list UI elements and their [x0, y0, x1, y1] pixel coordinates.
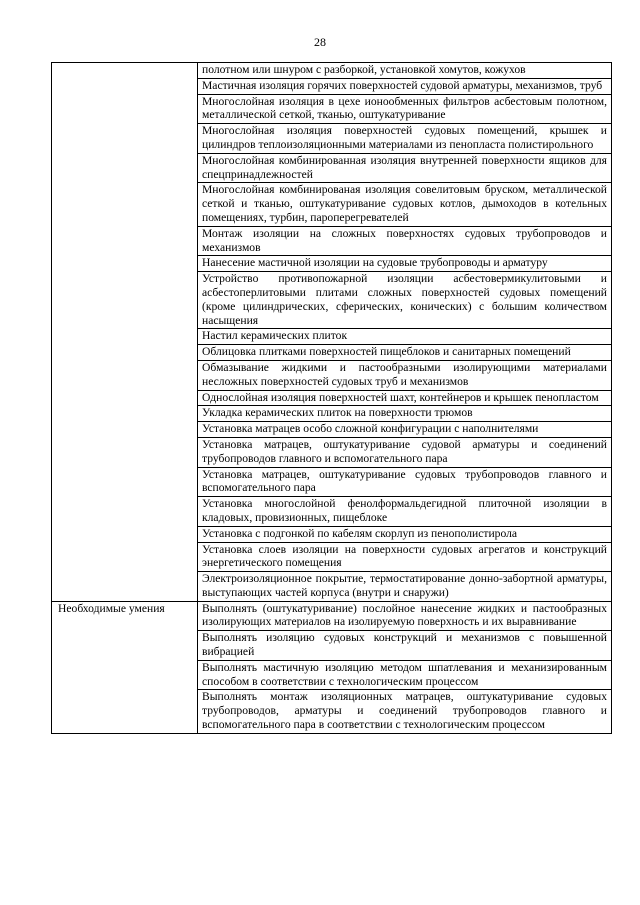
table-cell: Многослойная комбинированая изоляция совелитовым бруском, металлической сеткой и тканью, оштукатуривание судовых котлов, дымоходов в котельных помещениях, турбин, пароперегревателей — [198, 183, 612, 226]
table-cell: Многослойная изоляция поверхностей судовых помещений, крышек и цилиндров теплоизоляционными материалами из пенопласта полистирольного — [198, 124, 612, 154]
table-cell: Настил керамических плиток — [198, 329, 612, 345]
table-cell: Установка матрацев, оштукатуривание судовой арматуры и соединений трубопроводов главного и вспомогательного пара — [198, 437, 612, 467]
table-cell: Нанесение мастичной изоляции на судовые трубопроводы и арматуру — [198, 256, 612, 272]
table-cell: Выполнять (оштукатуривание) послойное нанесение жидких и пастообразных изолирующих материалов на изолируемую поверхность и их выравнивание — [198, 601, 612, 631]
table-cell: Установка слоев изоляции на поверхности судовых агрегатов и конструкций энергетического помещения — [198, 542, 612, 572]
table-cell: Укладка керамических плиток на поверхности трюмов — [198, 406, 612, 422]
row-label — [52, 63, 198, 602]
table-cell: Установка матрацев, оштукатуривание судовых трубопроводов главного и вспомогательного пара — [198, 467, 612, 497]
table-cell: Выполнять мастичную изоляцию методом шпатлевания и механизированным способом в соответствии с технологическим процессом — [198, 660, 612, 690]
table-cell: Установка матрацев особо сложной конфигурации с наполнителями — [198, 422, 612, 438]
table-cell: Облицовка плитками поверхностей пищеблоков и санитарных помещений — [198, 345, 612, 361]
table-cell: Электроизоляционное покрытие, термостатирование донно-забортной арматуры, выступающих частей корпуса (внутри и снаружи) — [198, 572, 612, 602]
table-cell: Многослойная изоляция в цехе ионообменных фильтров асбестовым полотном, металлической сеткой, тканью, оштукатуривание — [198, 94, 612, 124]
row-label-skills: Необходимые умения — [52, 601, 198, 733]
page-number: 28 — [314, 35, 326, 49]
table-cell: Мастичная изоляция горячих поверхностей судовой арматуры, механизмов, труб — [198, 78, 612, 94]
table-cell: Выполнять изоляцию судовых конструкций и механизмов с повышенной вибрацией — [198, 631, 612, 661]
table-cell: Установка многослойной фенолформальдегидной плиточной изоляции в кладовых, провизионных, пищеблоке — [198, 497, 612, 527]
table-cell: Устройство противопожарной изоляции асбестовермикулитовыми и асбестоперлитовыми плитами сложных поверхностей судовых помещений (кроме цилиндрических, сферических, конических) с большим количеством насыщения — [198, 272, 612, 329]
table-cell: Выполнять монтаж изоляционных матрацев, оштукатуривание судовых трубопроводов, арматуры и соединений трубопроводов главного и вспомогательного пара в соответствии с технологическим процессом — [198, 690, 612, 733]
table-row — [52, 63, 612, 79]
requirements-table — [51, 62, 612, 734]
table-cell: полотном или шнуром с разборкой, установкой хомутов, кожухов — [198, 63, 612, 79]
table-cell: Многослойная комбинированная изоляция внутренней поверхности ящиков для спецпринадлежностей — [198, 153, 612, 183]
table-cell: Монтаж изоляции на сложных поверхностях судовых трубопроводов и механизмов — [198, 226, 612, 256]
table-cell: Обмазывание жидкими и пастообразными изолирующими материалами несложных поверхностей судовых труб и механизмов — [198, 360, 612, 390]
table-row — [52, 601, 612, 631]
table-cell: Однослойная изоляция поверхностей шахт, контейнеров и крышек пенопластом — [198, 390, 612, 406]
table-cell: Установка с подгонкой по кабелям скорлуп из пенополистирола — [198, 526, 612, 542]
